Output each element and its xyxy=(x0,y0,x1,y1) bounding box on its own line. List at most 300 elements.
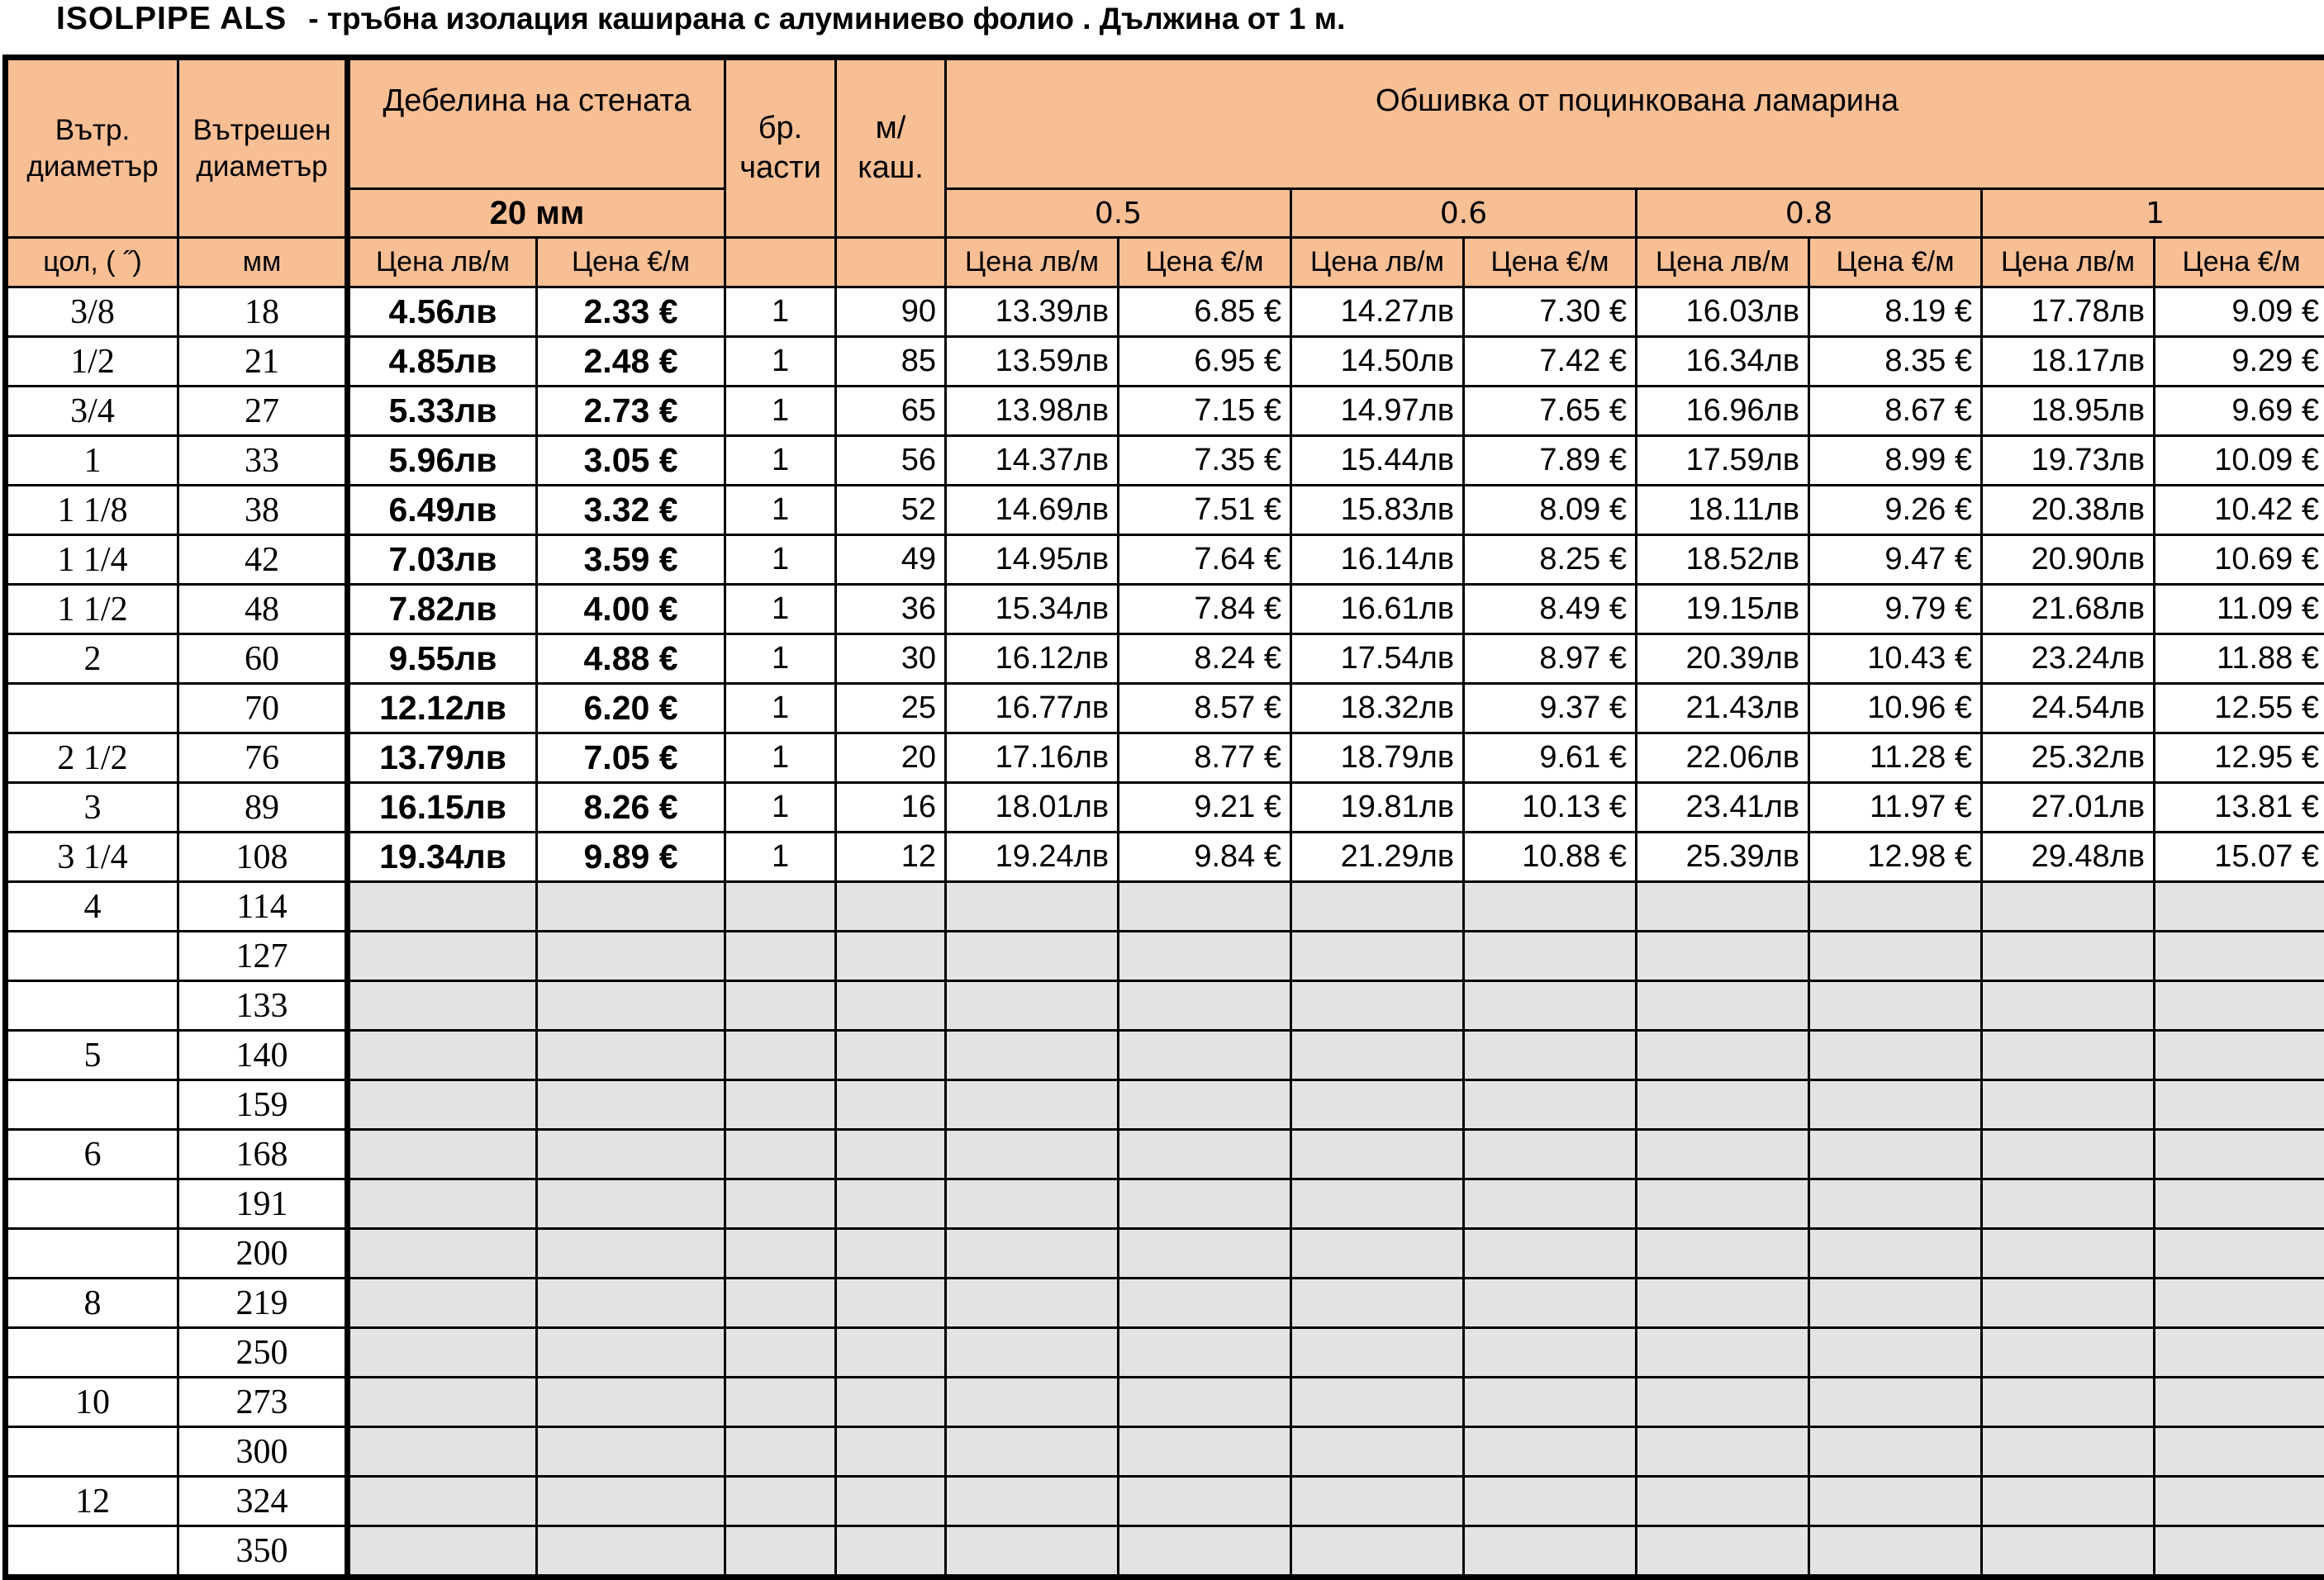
empty-price-cell xyxy=(725,1130,836,1179)
empty-price-cell xyxy=(1982,1130,2155,1179)
empty-price-cell xyxy=(946,1427,1119,1477)
empty-price-cell xyxy=(836,1130,946,1179)
inch-diameter-cell: 6 xyxy=(6,1130,178,1179)
empty-price-cell xyxy=(725,1427,836,1477)
mm-diameter-cell: 33 xyxy=(178,436,348,486)
empty-price-cell xyxy=(1637,1179,1809,1229)
cladding-c1-bgn-cell: 21.68лв xyxy=(1982,585,2155,634)
cladding-c1-bgn-cell: 20.38лв xyxy=(1982,486,2155,535)
parts-cell: 1 xyxy=(725,684,836,733)
empty-price-cell xyxy=(537,1279,725,1328)
empty-price-cell xyxy=(1464,1477,1637,1526)
table-row xyxy=(6,1080,2324,1130)
mm-diameter-cell: 200 xyxy=(178,1229,348,1279)
price-bgn-cell: 12.12лв xyxy=(348,684,537,733)
empty-price-cell xyxy=(946,1179,1119,1229)
empty-price-cell xyxy=(1119,1279,1291,1328)
empty-price-cell xyxy=(1291,1229,1464,1279)
header-unit-inch: цол, ( ˝) xyxy=(6,238,178,287)
empty-price-cell xyxy=(348,1378,537,1427)
inch-diameter-cell: 1 1/4 xyxy=(6,535,178,585)
price-bgn-cell: 9.55лв xyxy=(348,634,537,684)
per-box-cell: 36 xyxy=(836,585,946,634)
cladding-c06-bgn-cell: 18.79лв xyxy=(1291,733,1464,783)
header-sheet-0-8: 0.8 xyxy=(1637,189,1982,238)
header-inner-diameter-inch: Вътр. диаметър xyxy=(6,58,178,238)
empty-price-cell xyxy=(946,1378,1119,1427)
cladding-c1-eur-cell: 9.09 € xyxy=(2155,287,2324,337)
header-sheet-1: 1 xyxy=(1982,189,2324,238)
mm-diameter-cell: 70 xyxy=(178,684,348,733)
inch-diameter-cell xyxy=(6,1427,178,1477)
empty-price-cell xyxy=(836,1229,946,1279)
parts-cell: 1 xyxy=(725,733,836,783)
empty-price-cell xyxy=(2155,1080,2324,1130)
inch-diameter-cell: 4 xyxy=(6,882,178,932)
empty-price-cell xyxy=(1119,1378,1291,1427)
cladding-c05-eur-cell: 6.95 € xyxy=(1119,337,1291,387)
empty-price-cell xyxy=(348,1229,537,1279)
cladding-c1-bgn-cell: 18.17лв xyxy=(1982,337,2155,387)
cladding-c05-bgn-cell: 14.95лв xyxy=(946,535,1119,585)
empty-price-cell xyxy=(1464,1427,1637,1477)
cladding-c05-bgn-cell: 14.37лв xyxy=(946,436,1119,486)
empty-price-cell xyxy=(1637,981,1809,1031)
per-box-cell: 20 xyxy=(836,733,946,783)
per-box-cell: 90 xyxy=(836,287,946,337)
header-inner-diameter-mm: Вътрешен диаметър xyxy=(178,58,348,238)
table-row xyxy=(6,1427,2324,1477)
empty-price-cell xyxy=(2155,1130,2324,1179)
table-row xyxy=(6,882,2324,932)
table-row xyxy=(6,981,2324,1031)
parts-cell: 1 xyxy=(725,486,836,535)
empty-price-cell xyxy=(836,981,946,1031)
cladding-c08-bgn-cell: 16.34лв xyxy=(1637,337,1809,387)
empty-price-cell xyxy=(946,1477,1119,1526)
cladding-c08-bgn-cell: 17.59лв xyxy=(1637,436,1809,486)
cladding-c1-bgn-cell: 27.01лв xyxy=(1982,783,2155,833)
cladding-c06-eur-cell: 10.13 € xyxy=(1464,783,1637,833)
table-row xyxy=(6,833,2324,882)
empty-price-cell xyxy=(946,1031,1119,1080)
table-row xyxy=(6,436,2324,486)
empty-price-cell xyxy=(1809,932,1982,981)
cladding-c08-bgn-cell: 16.96лв xyxy=(1637,387,1809,436)
cladding-c08-eur-cell: 9.47 € xyxy=(1809,535,1982,585)
cladding-c06-eur-cell: 10.88 € xyxy=(1464,833,1637,882)
price-eur-cell: 7.05 € xyxy=(537,733,725,783)
empty-price-cell xyxy=(946,882,1119,932)
cladding-c08-bgn-cell: 18.11лв xyxy=(1637,486,1809,535)
empty-price-cell xyxy=(537,1477,725,1526)
price-table xyxy=(2,55,2324,1580)
inch-diameter-cell: 3 xyxy=(6,783,178,833)
header-box-blank xyxy=(836,238,946,287)
cladding-c08-bgn-cell: 25.39лв xyxy=(1637,833,1809,882)
empty-price-cell xyxy=(1637,1229,1809,1279)
cladding-c05-bgn-cell: 13.59лв xyxy=(946,337,1119,387)
empty-price-cell xyxy=(1982,1179,2155,1229)
cladding-c05-eur-cell: 8.24 € xyxy=(1119,634,1291,684)
table-row xyxy=(6,932,2324,981)
empty-price-cell xyxy=(1982,1526,2155,1578)
empty-price-cell xyxy=(946,1229,1119,1279)
inch-diameter-cell xyxy=(6,684,178,733)
empty-price-cell xyxy=(836,1279,946,1328)
cladding-c1-eur-cell: 11.09 € xyxy=(2155,585,2324,634)
mm-diameter-cell: 114 xyxy=(178,882,348,932)
cladding-c05-bgn-cell: 19.24лв xyxy=(946,833,1119,882)
per-box-cell: 85 xyxy=(836,337,946,387)
per-box-cell: 52 xyxy=(836,486,946,535)
cladding-c06-eur-cell: 9.61 € xyxy=(1464,733,1637,783)
empty-price-cell xyxy=(1982,1328,2155,1378)
price-bgn-cell: 5.96лв xyxy=(348,436,537,486)
mm-diameter-cell: 140 xyxy=(178,1031,348,1080)
cladding-c05-bgn-cell: 16.12лв xyxy=(946,634,1119,684)
cladding-c08-bgn-cell: 19.15лв xyxy=(1637,585,1809,634)
empty-price-cell xyxy=(537,1378,725,1427)
parts-cell: 1 xyxy=(725,535,836,585)
empty-price-cell xyxy=(946,1080,1119,1130)
empty-price-cell xyxy=(1637,1526,1809,1578)
cladding-c08-eur-cell: 8.99 € xyxy=(1809,436,1982,486)
table-row xyxy=(6,634,2324,684)
cladding-c06-bgn-cell: 14.27лв xyxy=(1291,287,1464,337)
inch-diameter-cell: 12 xyxy=(6,1477,178,1526)
empty-price-cell xyxy=(348,1179,537,1229)
cladding-c08-eur-cell: 10.43 € xyxy=(1809,634,1982,684)
cladding-c06-eur-cell: 8.97 € xyxy=(1464,634,1637,684)
cladding-c06-bgn-cell: 14.50лв xyxy=(1291,337,1464,387)
mm-diameter-cell: 48 xyxy=(178,585,348,634)
table-row xyxy=(6,1130,2324,1179)
mm-diameter-cell: 168 xyxy=(178,1130,348,1179)
cladding-c1-bgn-cell: 17.78лв xyxy=(1982,287,2155,337)
empty-price-cell xyxy=(2155,1031,2324,1080)
inch-diameter-cell xyxy=(6,1179,178,1229)
empty-price-cell xyxy=(1464,1031,1637,1080)
empty-price-cell xyxy=(1464,981,1637,1031)
cladding-c05-bgn-cell: 13.39лв xyxy=(946,287,1119,337)
price-bgn-cell: 4.85лв xyxy=(348,337,537,387)
cladding-c05-eur-cell: 7.15 € xyxy=(1119,387,1291,436)
empty-price-cell xyxy=(537,932,725,981)
header-row-1 xyxy=(6,58,2324,189)
inch-diameter-cell: 1 1/8 xyxy=(6,486,178,535)
empty-price-cell xyxy=(348,1427,537,1477)
cladding-c08-eur-cell: 8.19 € xyxy=(1809,287,1982,337)
empty-price-cell xyxy=(946,1526,1119,1578)
empty-price-cell xyxy=(537,1427,725,1477)
empty-price-cell xyxy=(836,1328,946,1378)
per-box-cell: 49 xyxy=(836,535,946,585)
empty-price-cell xyxy=(836,1427,946,1477)
empty-price-cell xyxy=(1637,1279,1809,1328)
cladding-c06-bgn-cell: 16.14лв xyxy=(1291,535,1464,585)
cladding-c05-eur-cell: 7.35 € xyxy=(1119,436,1291,486)
cladding-c06-eur-cell: 8.25 € xyxy=(1464,535,1637,585)
cladding-c05-bgn-cell: 15.34лв xyxy=(946,585,1119,634)
cladding-c08-eur-cell: 8.35 € xyxy=(1809,337,1982,387)
mm-diameter-cell: 300 xyxy=(178,1427,348,1477)
mm-diameter-cell: 27 xyxy=(178,387,348,436)
per-box-cell: 56 xyxy=(836,436,946,486)
empty-price-cell xyxy=(725,1279,836,1328)
empty-price-cell xyxy=(1637,1328,1809,1378)
header-parts: бр. части xyxy=(725,58,836,238)
empty-price-cell xyxy=(725,1328,836,1378)
inch-diameter-cell xyxy=(6,1328,178,1378)
cladding-c06-eur-cell: 7.30 € xyxy=(1464,287,1637,337)
price-eur-cell: 2.48 € xyxy=(537,337,725,387)
empty-price-cell xyxy=(348,1477,537,1526)
inch-diameter-cell: 3/4 xyxy=(6,387,178,436)
inch-diameter-cell xyxy=(6,1229,178,1279)
price-table-container xyxy=(2,55,2324,1580)
cladding-c05-bgn-cell: 16.77лв xyxy=(946,684,1119,733)
cladding-c1-eur-cell: 15.07 € xyxy=(2155,833,2324,882)
empty-price-cell xyxy=(1637,1130,1809,1179)
empty-price-cell xyxy=(1637,1378,1809,1427)
header-c1-eur: Цена €/м xyxy=(2155,238,2324,287)
table-row xyxy=(6,486,2324,535)
price-eur-cell: 6.20 € xyxy=(537,684,725,733)
empty-price-cell xyxy=(725,882,836,932)
parts-cell: 1 xyxy=(725,783,836,833)
title-description: - тръбна изолация каширана с алуминиево фолио . Дължина от 1 м. xyxy=(308,2,1345,36)
per-box-cell: 30 xyxy=(836,634,946,684)
empty-price-cell xyxy=(1464,1526,1637,1578)
parts-cell: 1 xyxy=(725,337,836,387)
header-row-2 xyxy=(6,189,2324,238)
parts-cell: 1 xyxy=(725,436,836,486)
empty-price-cell xyxy=(1982,1279,2155,1328)
header-parts-blank xyxy=(725,238,836,287)
cladding-c06-eur-cell: 8.49 € xyxy=(1464,585,1637,634)
header-c08-eur: Цена €/м xyxy=(1809,238,1982,287)
price-eur-cell: 3.05 € xyxy=(537,436,725,486)
empty-price-cell xyxy=(1119,1427,1291,1477)
empty-price-cell xyxy=(1809,1031,1982,1080)
empty-price-cell xyxy=(1809,1477,1982,1526)
table-row xyxy=(6,1279,2324,1328)
empty-price-cell xyxy=(1982,1031,2155,1080)
empty-price-cell xyxy=(1982,932,2155,981)
cladding-c06-bgn-cell: 19.81лв xyxy=(1291,783,1464,833)
cladding-c08-eur-cell: 9.79 € xyxy=(1809,585,1982,634)
mm-diameter-cell: 89 xyxy=(178,783,348,833)
empty-price-cell xyxy=(2155,1477,2324,1526)
empty-price-cell xyxy=(1119,1477,1291,1526)
parts-cell: 1 xyxy=(725,585,836,634)
table-row xyxy=(6,1229,2324,1279)
cladding-c1-eur-cell: 10.69 € xyxy=(2155,535,2324,585)
empty-price-cell xyxy=(537,1229,725,1279)
empty-price-cell xyxy=(1637,882,1809,932)
empty-price-cell xyxy=(1982,1477,2155,1526)
empty-price-cell xyxy=(1119,1229,1291,1279)
cladding-c06-eur-cell: 7.89 € xyxy=(1464,436,1637,486)
mm-diameter-cell: 38 xyxy=(178,486,348,535)
cladding-c06-bgn-cell: 18.32лв xyxy=(1291,684,1464,733)
header-c06-bgn: Цена лв/м xyxy=(1291,238,1464,287)
mm-diameter-cell: 108 xyxy=(178,833,348,882)
header-c1-bgn: Цена лв/м xyxy=(1982,238,2155,287)
cladding-c08-bgn-cell: 16.03лв xyxy=(1637,287,1809,337)
price-bgn-cell: 4.56лв xyxy=(348,287,537,337)
empty-price-cell xyxy=(725,1477,836,1526)
empty-price-cell xyxy=(2155,1229,2324,1279)
table-row xyxy=(6,783,2324,833)
cladding-c06-bgn-cell: 16.61лв xyxy=(1291,585,1464,634)
cladding-c06-eur-cell: 7.42 € xyxy=(1464,337,1637,387)
mm-diameter-cell: 21 xyxy=(178,337,348,387)
empty-price-cell xyxy=(1464,1080,1637,1130)
empty-price-cell xyxy=(1291,1179,1464,1229)
price-eur-cell: 2.33 € xyxy=(537,287,725,337)
inch-diameter-cell xyxy=(6,981,178,1031)
empty-price-cell xyxy=(1637,1080,1809,1130)
empty-price-cell xyxy=(1809,1080,1982,1130)
table-row xyxy=(6,684,2324,733)
empty-price-cell xyxy=(1637,932,1809,981)
parts-cell: 1 xyxy=(725,634,836,684)
cladding-c1-eur-cell: 12.95 € xyxy=(2155,733,2324,783)
empty-price-cell xyxy=(1291,1279,1464,1328)
empty-price-cell xyxy=(1464,1229,1637,1279)
empty-price-cell xyxy=(836,1526,946,1578)
empty-price-cell xyxy=(2155,882,2324,932)
empty-price-cell xyxy=(725,1526,836,1578)
empty-price-cell xyxy=(348,1080,537,1130)
empty-price-cell xyxy=(1291,1328,1464,1378)
empty-price-cell xyxy=(1291,1477,1464,1526)
parts-cell: 1 xyxy=(725,287,836,337)
empty-price-cell xyxy=(1464,1378,1637,1427)
empty-price-cell xyxy=(836,1179,946,1229)
table-row xyxy=(6,1477,2324,1526)
empty-price-cell xyxy=(1464,1328,1637,1378)
empty-price-cell xyxy=(2155,1526,2324,1578)
empty-price-cell xyxy=(1809,981,1982,1031)
empty-price-cell xyxy=(946,981,1119,1031)
header-price-bgn: Цена лв/м xyxy=(348,238,537,287)
empty-price-cell xyxy=(725,981,836,1031)
empty-price-cell xyxy=(946,932,1119,981)
mm-diameter-cell: 42 xyxy=(178,535,348,585)
empty-price-cell xyxy=(1809,1378,1982,1427)
empty-price-cell xyxy=(1464,1179,1637,1229)
empty-price-cell xyxy=(537,1526,725,1578)
mm-diameter-cell: 133 xyxy=(178,981,348,1031)
empty-price-cell xyxy=(946,1328,1119,1378)
empty-price-cell xyxy=(537,882,725,932)
empty-price-cell xyxy=(1982,1378,2155,1427)
cladding-c08-eur-cell: 11.28 € xyxy=(1809,733,1982,783)
cladding-c06-eur-cell: 7.65 € xyxy=(1464,387,1637,436)
cladding-c08-bgn-cell: 23.41лв xyxy=(1637,783,1809,833)
empty-price-cell xyxy=(348,1130,537,1179)
mm-diameter-cell: 350 xyxy=(178,1526,348,1578)
per-box-cell: 16 xyxy=(836,783,946,833)
empty-price-cell xyxy=(1809,1427,1982,1477)
price-eur-cell: 3.59 € xyxy=(537,535,725,585)
cladding-c05-eur-cell: 8.77 € xyxy=(1119,733,1291,783)
price-eur-cell: 4.88 € xyxy=(537,634,725,684)
inch-diameter-cell: 3 1/4 xyxy=(6,833,178,882)
price-bgn-cell: 7.82лв xyxy=(348,585,537,634)
empty-price-cell xyxy=(1291,981,1464,1031)
mm-diameter-cell: 324 xyxy=(178,1477,348,1526)
per-box-cell: 12 xyxy=(836,833,946,882)
header-c05-bgn: Цена лв/м xyxy=(946,238,1119,287)
table-row xyxy=(6,387,2324,436)
empty-price-cell xyxy=(1809,1328,1982,1378)
table-row xyxy=(6,585,2324,634)
mm-diameter-cell: 76 xyxy=(178,733,348,783)
cladding-c08-bgn-cell: 22.06лв xyxy=(1637,733,1809,783)
inch-diameter-cell: 2 1/2 xyxy=(6,733,178,783)
cladding-c05-eur-cell: 7.84 € xyxy=(1119,585,1291,634)
cladding-c1-bgn-cell: 19.73лв xyxy=(1982,436,2155,486)
per-box-cell: 25 xyxy=(836,684,946,733)
empty-price-cell xyxy=(1464,932,1637,981)
mm-diameter-cell: 250 xyxy=(178,1328,348,1378)
mm-diameter-cell: 219 xyxy=(178,1279,348,1328)
empty-price-cell xyxy=(348,1279,537,1328)
cladding-c06-bgn-cell: 14.97лв xyxy=(1291,387,1464,436)
inch-diameter-cell: 3/8 xyxy=(6,287,178,337)
cladding-c1-eur-cell: 13.81 € xyxy=(2155,783,2324,833)
mm-diameter-cell: 18 xyxy=(178,287,348,337)
empty-price-cell xyxy=(1637,1477,1809,1526)
price-bgn-cell: 7.03лв xyxy=(348,535,537,585)
header-price-eur: Цена €/м xyxy=(537,238,725,287)
empty-price-cell xyxy=(1637,1427,1809,1477)
empty-price-cell xyxy=(2155,1328,2324,1378)
empty-price-cell xyxy=(537,1080,725,1130)
cladding-c05-eur-cell: 7.51 € xyxy=(1119,486,1291,535)
parts-cell: 1 xyxy=(725,387,836,436)
empty-price-cell xyxy=(836,932,946,981)
empty-price-cell xyxy=(537,1328,725,1378)
header-unit-mm: мм xyxy=(178,238,348,287)
empty-price-cell xyxy=(1982,882,2155,932)
cladding-c08-bgn-cell: 20.39лв xyxy=(1637,634,1809,684)
table-row xyxy=(6,1031,2324,1080)
cladding-c06-bgn-cell: 17.54лв xyxy=(1291,634,1464,684)
empty-price-cell xyxy=(1809,882,1982,932)
empty-price-cell xyxy=(2155,1427,2324,1477)
empty-price-cell xyxy=(1119,1130,1291,1179)
cladding-c1-eur-cell: 10.09 € xyxy=(2155,436,2324,486)
header-per-box: м/ каш. xyxy=(836,58,946,238)
empty-price-cell xyxy=(725,1229,836,1279)
header-c06-eur: Цена €/м xyxy=(1464,238,1637,287)
empty-price-cell xyxy=(348,981,537,1031)
cladding-c08-eur-cell: 11.97 € xyxy=(1809,783,1982,833)
empty-price-cell xyxy=(348,1526,537,1578)
table-row xyxy=(6,1378,2324,1427)
price-bgn-cell: 19.34лв xyxy=(348,833,537,882)
header-wall-thickness: Дебелина на стената xyxy=(348,58,725,189)
empty-price-cell xyxy=(836,1378,946,1427)
empty-price-cell xyxy=(1119,1080,1291,1130)
header-cladding: Обшивка от поцинкована ламарина xyxy=(946,58,2324,189)
mm-diameter-cell: 191 xyxy=(178,1179,348,1229)
